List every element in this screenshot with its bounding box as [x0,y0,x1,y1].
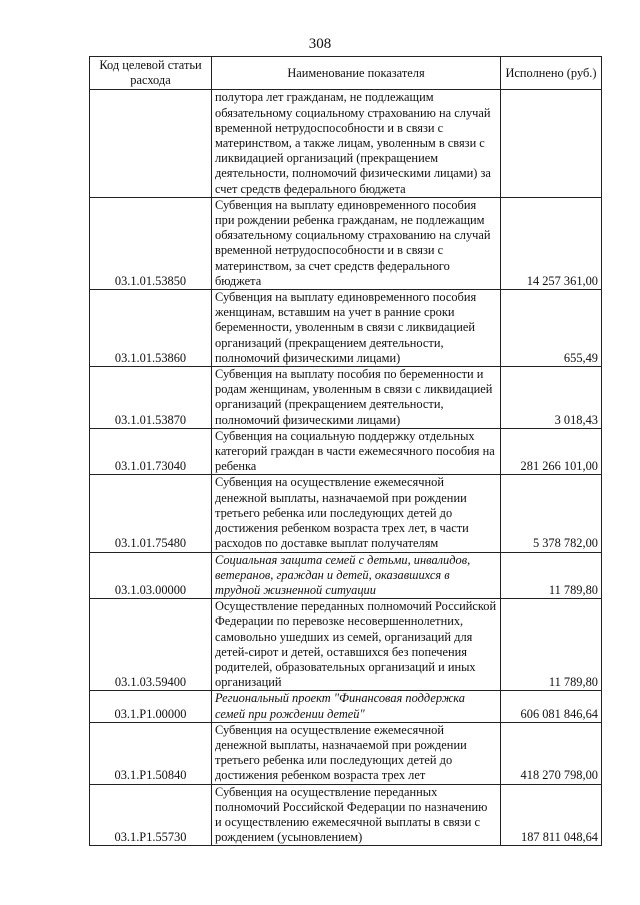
table-row [90,552,602,599]
row-name: Субвенция на выплату пособия по беременности и родам женщинам, уволенным в связи с ликвидацией организаций (прекращением деятельности, полномочий физическими лицами) [212,367,501,429]
row-code: 03.1.03.00000 [90,552,212,599]
row-amount: 655,49 [501,290,602,367]
row-code [90,90,212,197]
row-name: Субвенция на выплату единовременного пособия женщинам, вставшим на учет в ранние сроки беременности, уволенным в связи с ликвидацией организаций (прекращением деятельности, полномочий физическими лицами) [212,290,501,367]
row-amount: 281 266 101,00 [501,428,602,475]
row-amount: 5 378 782,00 [501,475,602,552]
row-code: 03.1.01.53870 [90,367,212,429]
budget-table [89,56,602,846]
row-code: 03.1.P1.55730 [90,784,212,846]
row-code: 03.1.P1.00000 [90,691,212,722]
row-amount: 187 811 048,64 [501,784,602,846]
row-amount: 3 018,43 [501,367,602,429]
row-code: 03.1.01.53850 [90,197,212,289]
row-amount: 11 789,80 [501,552,602,599]
row-code: 03.1.01.75480 [90,475,212,552]
row-amount: 11 789,80 [501,599,602,691]
row-code: 03.1.P1.50840 [90,722,212,784]
row-name: Осуществление переданных полномочий Российской Федерации по перевозке несовершеннолетних, самовольно ушедших из семей, организаций для детей-сирот и детей, оставшихся без попечения родителей, образовательных организаций и иных организаций [212,599,501,691]
row-name: Субвенция на социальную поддержку отдельных категорий граждан в части ежемесячного пособия на ребенка [212,428,501,475]
row-name: полутора лет гражданам, не подлежащим обязательному социальному страхованию на случай временной нетрудоспособности и в связи с материнством, а также лицам, уволенным в связи с ликвидацией организаций (прекращением деятельности, полномочий физическими лицами) за счет средств федерального бюджета [212,90,501,197]
row-code: 03.1.01.73040 [90,428,212,475]
table-row [90,290,602,367]
header-row [90,57,602,90]
table-row [90,90,602,197]
page-number: 308 [308,36,332,52]
row-name: Субвенция на осуществление переданных полномочий Российской Федерации по назначению и осуществлению ежемесячной выплаты в связи с рождением (усыновлением) [212,784,501,846]
table-header [90,57,602,90]
header-amount: Исполнено (руб.) [501,57,602,90]
row-name: Региональный проект "Финансовая поддержка семей при рождении детей" [212,691,501,722]
table-row [90,475,602,552]
header-code: Код целевой статьи расхода [90,57,212,90]
row-name: Социальная защита семей с детьми, инвалидов, ветеранов, граждан и детей, оказавшихся в трудной жизненной ситуации [212,552,501,599]
row-amount: 606 081 846,64 [501,691,602,722]
table-row [90,722,602,784]
row-name: Субвенция на осуществление ежемесячной денежной выплаты, назначаемой при рождении третьего ребенка или последующих детей до достижения ребенком возраста трех лет [212,722,501,784]
row-name: Субвенция на выплату единовременного пособия при рождении ребенка гражданам, не подлежащим обязательному социальному страхованию на случай временной нетрудоспособности и в связи с материнством, за счет средств федерального бюджета [212,197,501,289]
table-row [90,691,602,722]
table-row [90,784,602,846]
row-code: 03.1.03.59400 [90,599,212,691]
row-amount: 418 270 798,00 [501,722,602,784]
table-row [90,599,602,691]
row-amount [501,90,602,197]
table-body [90,90,602,846]
table-row [90,428,602,475]
row-amount: 14 257 361,00 [501,197,602,289]
table-row [90,367,602,429]
row-name: Субвенция на осуществление ежемесячной денежной выплаты, назначаемой при рождении третьего ребенка или последующих детей до достижения ребенком возраста трех лет, в части расходов по доставке выплат получателям [212,475,501,552]
table-row [90,197,602,289]
header-name: Наименование показателя [212,57,501,90]
row-code: 03.1.01.53860 [90,290,212,367]
